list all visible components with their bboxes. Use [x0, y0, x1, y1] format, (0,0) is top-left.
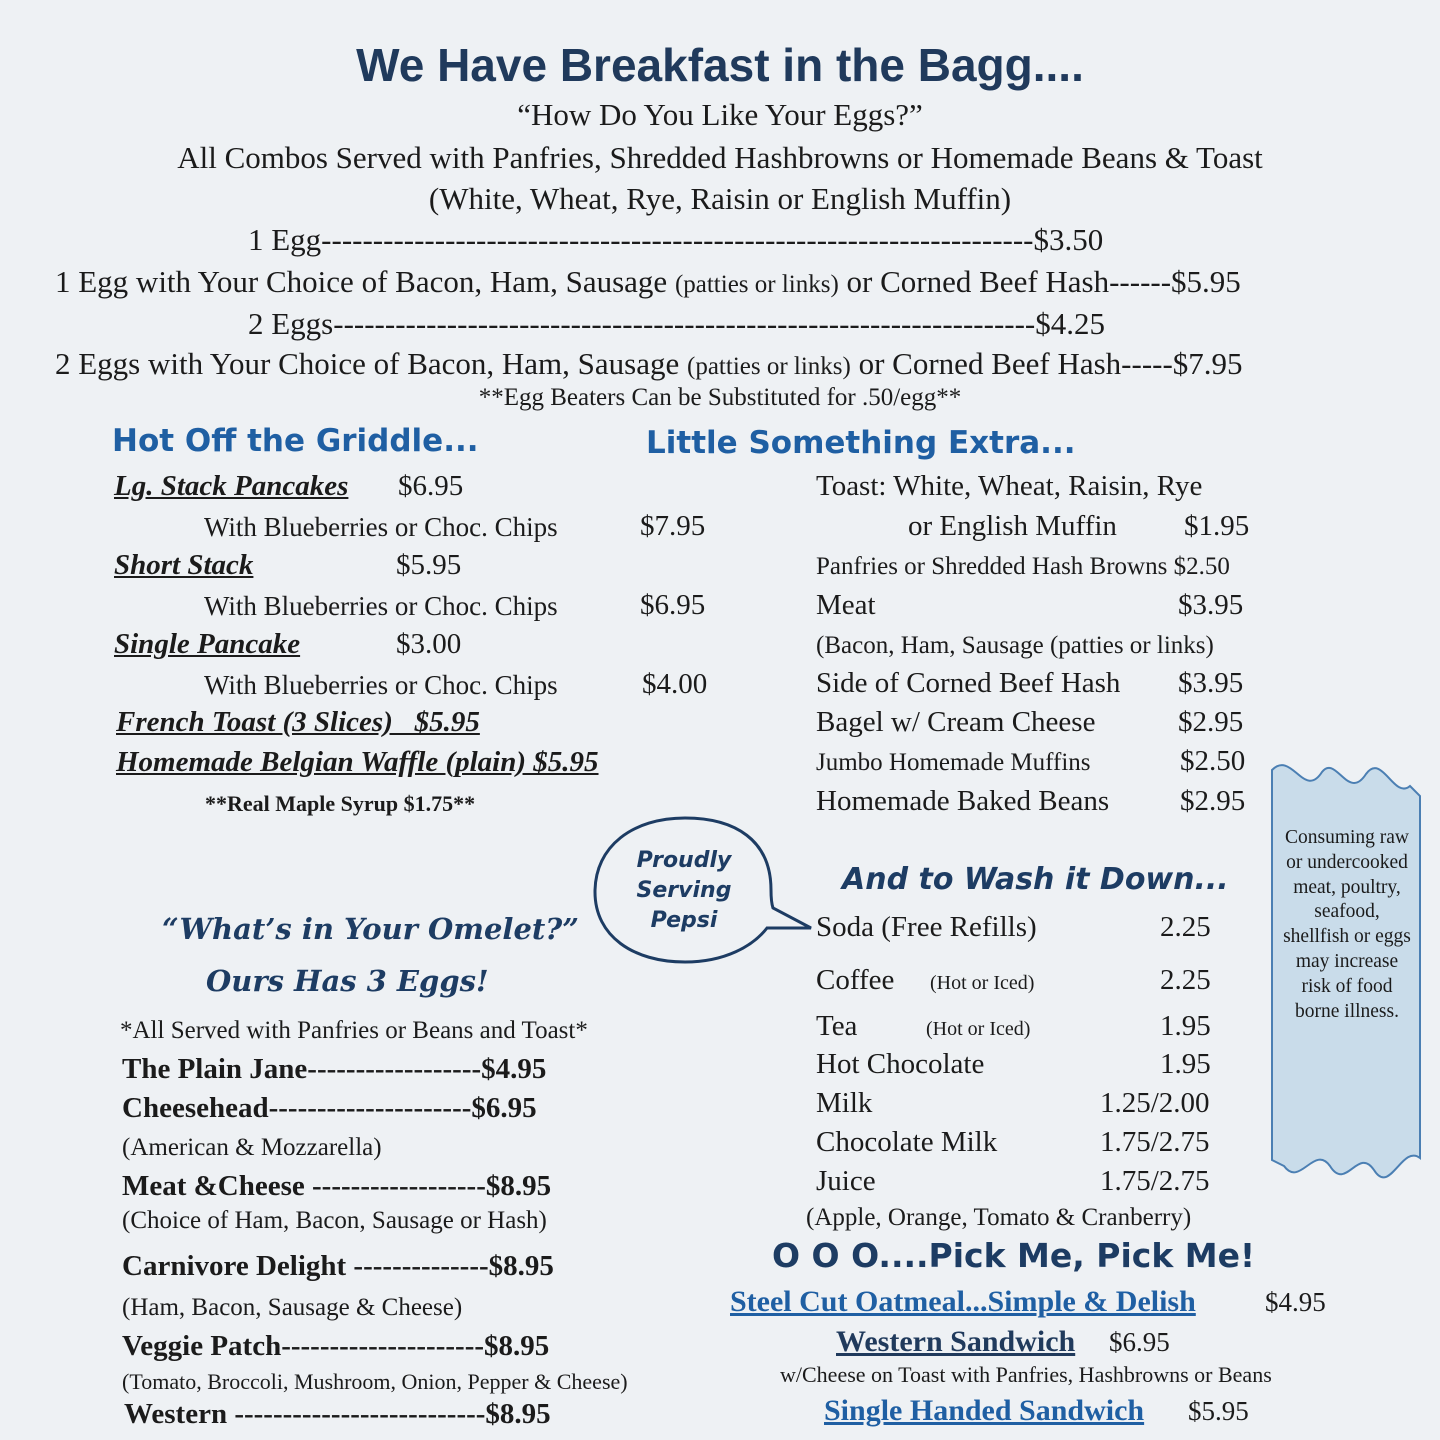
drink-price: 1.75/2.75: [1100, 1126, 1210, 1158]
meat-side: Meat: [816, 589, 876, 621]
egg-beaters-note: **Egg Beaters Can be Substituted for .50/egg**: [478, 384, 962, 411]
drink-name: Soda (Free Refills): [816, 911, 1037, 943]
pick-me-heading: O O O....Pick Me, Pick Me!: [772, 1236, 1256, 1275]
juice-note: (Apple, Orange, Tomato & Cranberry): [806, 1204, 1192, 1231]
omelet-item: Western --------------------------$8.95: [124, 1398, 551, 1430]
short-stack-addon: With Blueberries or Choc. Chips: [204, 591, 558, 621]
maple-syrup-note: **Real Maple Syrup $1.75**: [205, 791, 476, 816]
omelet-item-desc: (Ham, Bacon, Sausage & Cheese): [122, 1294, 463, 1321]
toast-price: $1.95: [1184, 510, 1250, 542]
omelet-subheading: Ours Has 3 Eggs!: [206, 964, 489, 998]
single-pancake-price: $3.00: [396, 628, 462, 660]
panfries-side: Panfries or Shredded Hash Browns $2.50: [816, 553, 1230, 580]
omelet-item-desc: (American & Mozzarella): [122, 1134, 382, 1161]
combos-note: All Combos Served with Panfries, Shredded Hashbrowns or Homemade Beans & Toast: [177, 140, 1263, 175]
single-pancake-addon: With Blueberries or Choc. Chips: [204, 670, 558, 700]
french-toast-item: French Toast (3 Slices) $5.95: [116, 706, 480, 738]
meat-note: (Bacon, Ham, Sausage (patties or links): [816, 632, 1214, 659]
drinks-heading: And to Wash it Down...: [842, 862, 1229, 897]
omelet-item: Meat &Cheese ------------------$8.95: [122, 1170, 552, 1202]
egg-item-3: 2 Eggs--------------------------------------------------------------------$4.25: [248, 306, 1105, 341]
lg-stack-price: $6.95: [398, 470, 464, 502]
single-pancake-addon-price: $4.00: [642, 668, 708, 700]
hash-side: Side of Corned Beef Hash: [816, 667, 1121, 699]
western-sandwich-item: Western Sandwich: [836, 1325, 1076, 1358]
short-stack-addon-price: $6.95: [640, 589, 706, 621]
pepsi-bubble-text: Proudly Serving Pepsi: [636, 848, 732, 933]
western-sandwich-note: w/Cheese on Toast with Panfries, Hashbrowns or Beans: [780, 1362, 1272, 1387]
toast-line-1: Toast: White, Wheat, Raisin, Rye: [816, 470, 1203, 502]
lg-stack-addon: With Blueberries or Choc. Chips: [204, 512, 558, 542]
omelet-note: *All Served with Panfries or Beans and Toast*: [120, 1017, 588, 1044]
lg-stack-addon-price: $7.95: [640, 510, 706, 542]
single-handed-sandwich-item: Single Handed Sandwich: [824, 1394, 1145, 1427]
omelet-item: Veggie Patch---------------------$8.95: [122, 1330, 550, 1362]
drink-name: Juice: [816, 1165, 876, 1197]
extra-heading: Little Something Extra...: [646, 425, 1076, 461]
omelet-heading: “What’s in Your Omelet?”: [162, 912, 579, 946]
bagel-side: Bagel w/ Cream Cheese: [816, 706, 1096, 738]
western-sandwich-price: $6.95: [1109, 1327, 1170, 1357]
drink-name: Milk: [816, 1087, 873, 1119]
drink-note: (Hot or Iced): [926, 1018, 1031, 1040]
food-safety-warning: Consuming raw or undercooked meat, poultry, seafood, shellfish or eggs may increase risk of food borne illness.: [1283, 827, 1411, 1022]
menu-subtitle: “How Do You Like Your Eggs?”: [517, 97, 923, 132]
meat-price: $3.95: [1178, 589, 1244, 621]
griddle-heading: Hot Off the Griddle...: [112, 423, 479, 459]
menu-title: We Have Breakfast in the Bagg....: [356, 39, 1084, 91]
egg-item-2: 1 Egg with Your Choice of Bacon, Ham, Sausage (patties or links) or Corned Beef Hash------$5.95: [55, 264, 1241, 299]
drink-price: 2.25: [1160, 911, 1211, 943]
drink-price: 1.95: [1160, 1048, 1211, 1080]
omelet-item: Cheesehead---------------------$6.95: [122, 1092, 537, 1124]
single-pancake-name: Single Pancake: [114, 628, 301, 660]
egg-item-4: 2 Eggs with Your Choice of Bacon, Ham, Sausage (patties or links) or Corned Beef Hash-----$7.95: [55, 346, 1243, 381]
hash-price: $3.95: [1178, 667, 1244, 699]
drink-price: 2.25: [1160, 964, 1211, 996]
drink-price: 1.25/2.00: [1100, 1087, 1210, 1119]
drink-price: 1.95: [1160, 1010, 1211, 1042]
short-stack-name: Short Stack: [114, 549, 254, 581]
oatmeal-item: Steel Cut Oatmeal...Simple & Delish: [730, 1285, 1196, 1318]
oatmeal-price: $4.95: [1265, 1287, 1326, 1317]
muffins-price: $2.50: [1180, 745, 1246, 777]
beans-price: $2.95: [1180, 785, 1246, 817]
bread-note: (White, Wheat, Rye, Raisin or English Muffin): [428, 181, 1012, 216]
short-stack-price: $5.95: [396, 549, 462, 581]
toast-line-2: or English Muffin: [908, 510, 1117, 542]
lg-stack-name: Lg. Stack Pancakes: [114, 470, 349, 502]
bagel-price: $2.95: [1178, 706, 1244, 738]
drink-name: Tea: [816, 1010, 858, 1042]
omelet-item-desc: (Choice of Ham, Bacon, Sausage or Hash): [122, 1207, 547, 1234]
muffins-side: Jumbo Homemade Muffins: [816, 749, 1091, 776]
drink-name: Chocolate Milk: [816, 1126, 998, 1158]
drink-name: Coffee: [816, 964, 895, 996]
omelet-item-desc: (Tomato, Broccoli, Mushroom, Onion, Pepper & Cheese): [122, 1369, 628, 1394]
omelet-item: The Plain Jane------------------$4.95: [122, 1053, 547, 1085]
drink-note: (Hot or Iced): [930, 972, 1035, 994]
beans-side: Homemade Baked Beans: [816, 785, 1110, 817]
drink-price: 1.75/2.75: [1100, 1165, 1210, 1197]
belgian-waffle-item: Homemade Belgian Waffle (plain) $5.95: [116, 746, 599, 778]
egg-item-1: 1 Egg---------------------------------------------------------------------$3.50: [248, 222, 1104, 257]
single-handed-sandwich-price: $5.95: [1188, 1396, 1249, 1426]
omelet-item: Carnivore Delight --------------$8.95: [122, 1250, 554, 1282]
drink-name: Hot Chocolate: [816, 1048, 985, 1080]
